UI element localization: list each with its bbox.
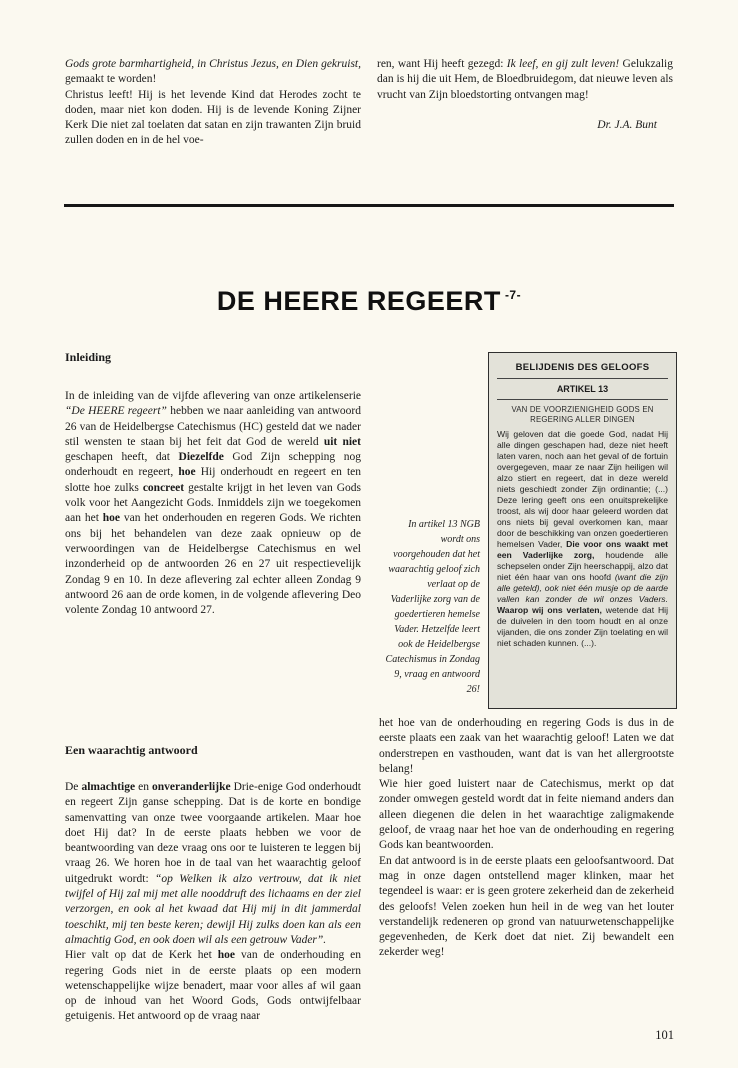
right-column-text — [379, 716, 674, 961]
right-column-paragraph-2: Wie hier goed luistert naar de Catechismus, merkt op dat zonder omwegen gesteld wordt dat in feite niemand anders dan alleen diegenen die delen in het waarachtige zaligmakende geloof, de vraag naar het hoe van de onderhouding en regering Gods kan beantwoorden. — [379, 778, 674, 852]
page-number: 101 — [655, 1028, 674, 1042]
article-number-superscript: -7- — [504, 288, 522, 302]
intro-right-paragraph: ren, want Hij heeft gezegd: Ik leef, en gij zult leven! Gelukzalig dan is hij die uit Hem, de Bloedbruidegom, dat nieuwe leven als vrucht van Zijn bloedstorting ontvangen mag! — [377, 58, 673, 101]
sidebar-subheading: VAN DE VOORZIENIGHEID GODS EN REGERING ALLER DINGEN — [511, 405, 654, 425]
waarachtig-antwoord-paragraph-2: Hier valt op dat de Kerk het hoe van de onderhouding en regering Gods niet in de eerste plaats op een modern wetenschappelijke wijze benadert, maar voor alles af wil gaan op de inhoud van het Woord Gods, Gods ontwijfelbaar getuigenis. Het antwoord op de vraag naar — [65, 949, 361, 1023]
section-divider-rule — [64, 204, 674, 207]
intro-right-column — [377, 57, 673, 131]
article-title — [0, 286, 738, 317]
author-signature: Dr. J.A. Bunt — [597, 118, 657, 131]
section-inleiding — [65, 350, 361, 618]
article-title-text: DE HEERE REGEERT — [216, 286, 501, 316]
waarachtig-antwoord-heading: Een waarachtig antwoord — [65, 743, 198, 757]
section-waarachtig-antwoord — [65, 743, 361, 1025]
right-column-paragraph-3: En dat antwoord is in de eerste plaats een geloofsantwoord. Dat mag in onze dagen ontstellend mager klinken, maar het tegendeel is waar: er is geen grotere zekerheid dan de zekerheid des geloofs! Velen zoeken hun heil in de weg van het louter verstandelijk redeneren op grond van natuurwetenschappelijke gegevenheden, de Kerk doet dat niet. Zij bewandelt een zekerder weg! — [379, 854, 674, 959]
sidebar-article-label: ARTIKEL 13 — [497, 379, 668, 400]
sidebar-body-text: Wij geloven dat die goede God, nadat Hij alle dingen geschapen had, deze niet heeft laten varen, noch aan het geval of de fortuin overgegeven, maar ze naar Zijn heiligen wil alzo stiert en regeert, dat in deze wereld niets geschiedt zonder Zijn ordinantie; (...) Deze lering geeft ons een onuitsprekelijke troost, als wij door haar geleerd worden dat ons niets bij geval overkomen kan, maar door de beschikking van onzen goedertieren hemelsen Vader, Die voor ons waakt met een Vaderlijke zorg, houdende alle schepselen onder Zijn heerschappij, alzo dat niet één haar van ons hoofd (want die zijn alle geteld), ook niet één musje op de aarde vallen kan zonder de wil onzes Vaders. Waarop wij ons verlaten, wetende dat Hij de duivelen in den toom houdt en al onze vijanden, die ons zonder Zijn toelating en wil niet schaden kunnen. (...). — [497, 429, 669, 649]
sidebar-caption: In artikel 13 NGB wordt ons voorgehouden dat het waarachtig geloof zich verlaat op de Vaderlijke zorg van de goedertieren hemelse Vader. Hetzelfde leert ook de Heidelbergse Catechismus in Zondag 9, vraag en antwoord 26! — [385, 519, 480, 695]
inleiding-paragraph: In de inleiding van de vijfde aflevering van onze artikelenserie “De HEERE regeert” hebben we naar aanleiding van antwoord 26 van de Heidelbergse Catechismus (HC) gesteld dat we nader stil wensten te staan bij het feit dat God de wereld uit niet geschapen heeft, dat Diezelfde God Zijn schepping nog onderhoudt en regeert, hoe Hij onderhoudt en regeert en ten slotte hoe zulks concreet gestalte krijgt in het leven van Gods volk voor het Aangezicht Gods. Inmiddels zijn we toegekomen aan het hoe van het onderhouden en regeren Gods. We richten ons bij het behandelen van deze zaak opnieuw op de verwoordingen van de Heidelbergse Catechismus en wel inzonderheid op de antwoorden 26 en 27 uit respectievelijk Zondag 9 en 10. In deze aflevering zal echter alleen Zondag 9 antwoord 26 aan de orde komen, in de volgende aflevering Deo volente Zondag 10 antwoord 27. — [65, 390, 362, 617]
intro-left-paragraph: Gods grote barmhartigheid, in Christus Jezus, en Dien gekruist, gemaakt te worden! Christus leeft! Hij is het levende Kind dat Herodes zocht te doden, maar niet kon doden. Hij is de levende Koning Zijner Kerk Die niet zal toelaten dat satan en zijn trawanten Zijn bruid zullen doden en in de hel voe- — [65, 58, 361, 147]
right-column-paragraph-1: het hoe van de onderhouding en regering Gods is dus in de eerste plaats een zaak van het waarachtig geloof! Laten we dat onderstrepen en vasthouden, want dat is van het allergrootste belang! — [379, 717, 674, 775]
inleiding-heading: Inleiding — [65, 350, 112, 364]
waarachtig-antwoord-paragraph-1: De almachtige en onveranderlijke Drie-enige God onderhoudt en regeert Zijn ganse schepping. Dat is de korte en bondige samenvatting van onze twee voorgaande artikelen. Maar hoe doet Hij dat? In de eerste plaats hebben we voor de beantwoording van deze vraag ons oor te luisteren te leggen bij vraag 26. We horen hoe in de taal van het waarachtig geloof uitgedrukt wordt: “op Welken ik alzo vertrouw, dat ik niet twijfel of Hij zal mij met alle nooddruft des lichaams en der ziel verzorgen, en ook al het kwaad dat Hij mij in dit jammerdal toeschikt, mij ten beste keren; dewijl Hij zulks doen kan als een almachtig God, en ook doen wil als een getrouw Vader”. — [65, 781, 362, 946]
sidebar-title: BELIJDENIS DES GELOOFS — [497, 359, 668, 379]
confession-sidebar-box — [488, 352, 677, 709]
